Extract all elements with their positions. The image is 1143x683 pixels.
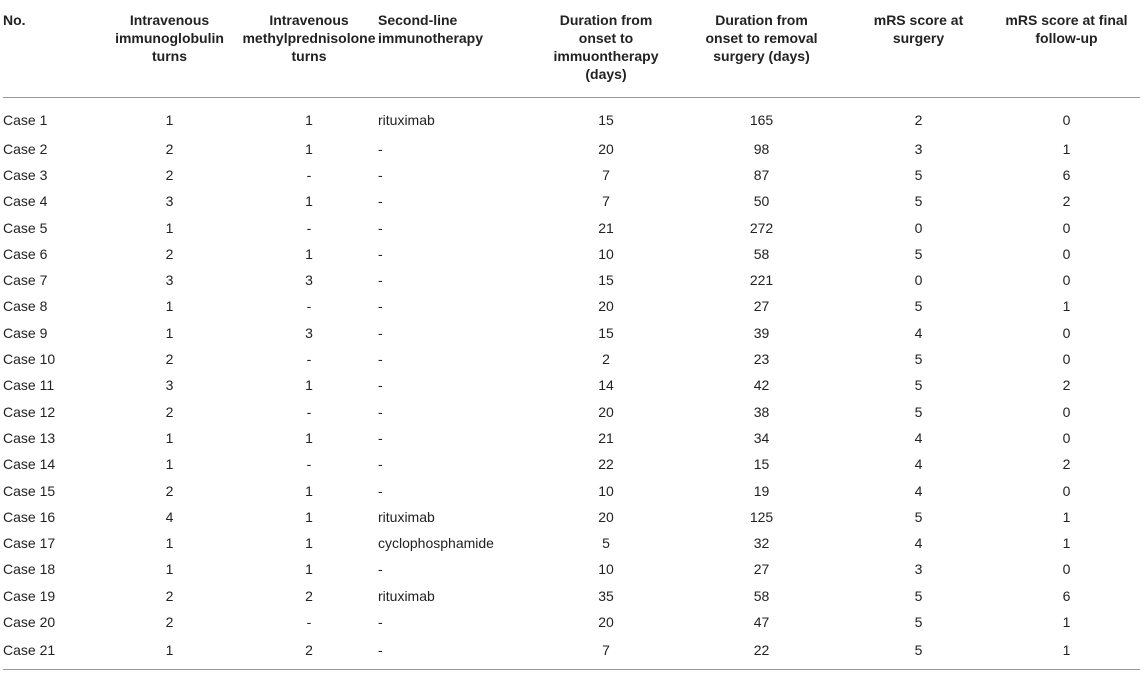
table-cell: Case 17 [3,535,56,552]
table-cell: Case 12 [3,403,56,420]
table-cell: 0 [1062,219,1071,236]
table-cell: Case 20 [3,613,56,630]
table-cell: 3 [165,272,174,289]
table-cell: 5 [602,535,610,552]
table-cell: - [378,561,383,578]
table-cell: 272 [749,219,774,236]
table-cell: 1 [1062,298,1071,315]
table-cell: 3 [305,324,313,341]
table-cell: 20 [598,298,614,315]
table-row [3,583,1140,609]
table-cell: 1 [165,219,174,236]
table-cell: Case 11 [3,377,55,394]
table-cell: 2 [1062,456,1071,473]
table-cell: - [378,324,383,341]
header-line: surgery (days) [713,48,810,64]
table-cell: 1 [305,245,313,262]
header-line: Second-line [378,12,458,28]
table-row [3,477,1140,503]
header-line: onset to removal [705,30,818,46]
table-cell: - [378,377,383,394]
table-cell: 47 [753,613,770,630]
table-cell: 19 [753,482,770,499]
table-row [3,530,1140,556]
table-cell: 2 [165,482,174,499]
table-cell: 34 [753,429,770,446]
table-cell: 3 [914,561,923,578]
table-row [3,293,1140,319]
header-line: onset to [578,30,634,46]
table-cell: 5 [844,635,993,670]
table-cell: 7 [602,166,610,183]
table-cell: 7 [602,193,610,210]
table-cell: 50 [753,193,770,210]
table-cell: 5 [914,613,923,630]
table-cell: 87 [753,166,770,183]
table-cell: 6 [1062,587,1071,604]
table-cell: 5 [914,403,923,420]
table-cell: 2 [305,587,313,604]
table-cell: - [378,140,383,157]
header-line: No. [3,12,26,28]
table-cell: 27 [753,561,770,578]
header-line: Duration from [559,12,653,28]
table-cell: 0 [1062,482,1071,499]
header-line: Duration from [715,12,808,28]
table-cell: 5 [914,166,923,183]
table-cell: 0 [914,272,923,289]
table-cell: - [378,403,383,420]
header-row [3,0,1140,97]
table-cell: 125 [749,508,774,525]
table-cell: 32 [753,535,770,552]
table-row [3,320,1140,346]
table-cell: 15 [598,111,614,128]
table-cell: 15 [753,456,770,473]
table-cell: - [306,219,312,236]
table-cell: 5 [914,587,923,604]
table-cell: - [378,298,383,315]
header-line: follow-up [1035,30,1098,46]
table-cell: 0 [914,219,923,236]
table-cell: 4 [914,429,923,446]
table-cell: - [378,456,383,473]
table-row [3,372,1140,398]
table-cell: 10 [598,482,614,499]
table-cell: Case 10 [3,351,56,368]
table-cell: 3 [165,193,174,210]
table-cell: 3 [305,272,313,289]
table-cell: 22 [598,456,614,473]
table-cell: 21 [598,219,614,236]
table-cell: 0 [1062,245,1071,262]
table-cell: 0 [1062,561,1071,578]
table-cell: Case 6 [3,245,48,262]
table-cell: 1 [305,429,313,446]
table-cell: - [378,429,383,446]
table-cell: 1 [165,298,174,315]
header-line: mRS score at [873,12,964,28]
table-cell: 2 [165,403,174,420]
table-cell: - [306,456,312,473]
table-cell: - [378,272,383,289]
table-cell: Case 3 [3,166,48,183]
table-cell: 1 [305,140,313,157]
table-cell: 4 [165,508,174,525]
table-cell: 14 [598,377,614,394]
table-cell: 2 [165,613,174,630]
table-cell: 1 [1062,613,1071,630]
table-cell: Case 21 [3,635,99,670]
table-row [3,188,1140,214]
header-line: immuontherapy [553,48,659,64]
table-cell: 0 [1062,324,1071,341]
table-cell: 20 [598,140,614,157]
table-cell: 4 [914,535,923,552]
treatment-table [3,0,1140,670]
col-header-second-line [378,0,533,97]
table-cell: 2 [165,140,174,157]
table-cell: 1 [305,377,313,394]
table-cell: - [378,166,383,183]
table-row [3,241,1140,267]
header-line: immunoglobulin [115,30,224,46]
table-cell: Case 2 [3,140,48,157]
table-cell: 4 [914,456,923,473]
table-cell: 1 [1062,535,1071,552]
header-line: (days) [585,66,627,82]
table-cell: - [378,219,383,236]
table-cell: 38 [753,403,770,420]
table-cell: 27 [753,298,770,315]
table-cell: 1 [305,508,313,525]
table-cell: 4 [914,482,923,499]
table-cell: 5 [914,298,923,315]
table-cell: Case 15 [3,482,56,499]
table-cell: 5 [914,377,923,394]
table-cell: 23 [753,351,770,368]
table-row [3,451,1140,477]
table-cell: 7 [533,635,679,670]
table-row [3,425,1140,451]
table-cell: cyclophosphamide [378,535,494,552]
table-cell: 2 [914,111,923,128]
table-cell: 1 [305,482,313,499]
table-cell: 1 [165,535,174,552]
table-cell: 5 [914,245,923,262]
table-cell: 3 [914,140,923,157]
table-cell: 58 [753,245,770,262]
table-cell: 10 [598,561,614,578]
table-body [3,97,1140,670]
table-cell: - [378,193,383,210]
table-cell: 0 [1062,429,1071,446]
table-cell: 0 [1062,272,1071,289]
table-cell: 221 [749,272,774,289]
table-row [3,556,1140,582]
table-row [3,136,1140,162]
header-line: immunotherapy [378,30,484,46]
table-cell: 1 [165,111,174,128]
table-cell: 3 [165,377,174,394]
table-cell: - [378,245,383,262]
table-cell: rituximab [378,587,435,604]
table-cell: 1 [165,561,174,578]
table-cell: Case 5 [3,219,48,236]
table-cell: - [306,403,312,420]
table-row [3,504,1140,530]
header-line: Intravenous [129,12,210,28]
table-cell: 1 [305,561,313,578]
header-line: methylprednisolone [242,30,376,46]
table-cell: 1 [165,324,174,341]
table-cell: - [378,482,383,499]
table-cell: 1 [305,111,313,128]
table-cell: 20 [598,613,614,630]
table-cell: Case 14 [3,456,56,473]
table-cell: 165 [749,111,774,128]
table-cell: - [378,635,533,670]
table-cell: - [378,351,383,368]
table-cell: 20 [598,508,614,525]
table-row [3,214,1140,240]
table-cell: 39 [753,324,770,341]
table-cell: - [306,166,312,183]
table-cell: 21 [598,429,614,446]
table-cell: 2 [602,351,610,368]
table-cell: 1 [165,456,174,473]
table-row [3,267,1140,293]
table-row [3,162,1140,188]
table-row [3,398,1140,424]
table-cell: 2 [1062,193,1071,210]
table-cell: Case 4 [3,193,48,210]
table-cell: 5 [914,508,923,525]
table-cell: 20 [598,403,614,420]
table-cell: 2 [240,635,378,670]
table-row [3,609,1140,635]
table-cell: 2 [165,245,174,262]
col-header-onset-to-immunotherapy [533,0,679,97]
table-cell: 2 [165,166,174,183]
header-line: mRS score at final [1005,12,1128,28]
table-cell: 0 [1062,351,1071,368]
table-cell: Case 7 [3,272,48,289]
table-row [3,635,1140,670]
table-cell: - [306,613,312,630]
table-cell: 0 [1062,111,1071,128]
header-line: turns [152,48,187,64]
col-header-mrs-final [993,0,1140,97]
header-line: surgery [892,30,945,46]
table-row [3,346,1140,372]
table-cell: Case 16 [3,508,56,525]
table-cell: 10 [598,245,614,262]
table-cell: 1 [99,635,240,670]
table-cell: 1 [165,429,174,446]
table-cell: 6 [1062,166,1071,183]
table-cell: 5 [914,193,923,210]
table-cell: rituximab [378,508,435,525]
table-cell: 5 [914,351,923,368]
table-cell: 2 [165,351,174,368]
table-cell: 35 [598,587,614,604]
table-cell: Case 19 [3,587,56,604]
table-cell: 15 [598,272,614,289]
table-cell: 1 [1062,140,1071,157]
table-cell: 15 [598,324,614,341]
table-cell: Case 8 [3,298,48,315]
table-cell: - [378,613,383,630]
col-header-ivig-turns [99,0,240,97]
col-header-no [3,0,99,97]
header-line: Intravenous [269,12,349,28]
header-line: turns [291,48,327,64]
table-cell: 2 [165,587,174,604]
table-cell: 1 [1062,508,1071,525]
col-header-mrs-surgery [844,0,993,97]
col-header-onset-to-surgery [679,0,844,97]
table-cell: 58 [753,587,770,604]
table-cell: 2 [1062,377,1071,394]
table-cell: - [306,298,312,315]
table-cell: 1 [305,535,313,552]
table-row [3,97,1140,136]
table-cell: rituximab [378,111,435,128]
table-cell: 42 [753,377,770,394]
table-cell: 1 [993,635,1140,670]
table-cell: 4 [914,324,923,341]
table-cell: Case 13 [3,429,56,446]
col-header-ivmp-turns [240,0,378,97]
table-cell: 1 [305,193,313,210]
table-cell: Case 1 [3,111,48,128]
table-cell: 0 [1062,403,1071,420]
table-cell: 22 [679,635,844,670]
table-cell: - [306,351,312,368]
table-cell: 98 [753,140,770,157]
table-cell: Case 9 [3,324,48,341]
table-cell: Case 18 [3,561,56,578]
